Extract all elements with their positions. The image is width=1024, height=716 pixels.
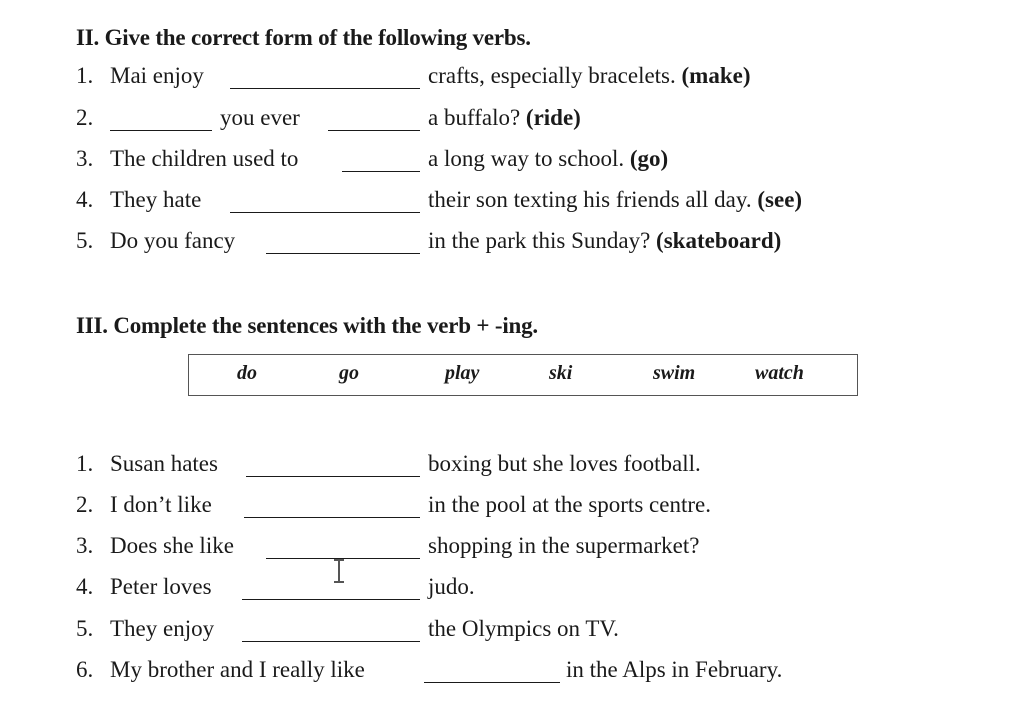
answer-blank[interactable] [328,130,420,131]
item-number: 4. [76,574,94,599]
sentence-end: a long way to school. (go) [428,146,669,171]
sentence-end: boxing but she loves football. [428,451,701,476]
answer-blank[interactable] [424,682,560,683]
word-bank [188,354,858,396]
item-number: 4. [76,187,94,212]
sentence-start: Peter loves [110,574,212,599]
verb-hint: (ride) [525,105,581,130]
answer-blank[interactable] [266,253,420,254]
sentence-end: in the pool at the sports centre. [428,492,711,517]
answer-blank[interactable] [246,476,420,477]
word-bank-item: watch [755,362,804,384]
answer-blank[interactable] [242,641,420,642]
item-number: 1. [76,451,94,476]
verb-hint: (skateboard) [656,228,782,253]
sentence-start: The children used to [110,146,299,171]
sentence-start: They enjoy [110,616,215,641]
item-number: 5. [76,616,94,641]
verb-hint: (make) [681,63,751,88]
sentence-start: I don’t like [110,492,212,517]
item-number: 5. [76,228,94,253]
sentence-middle: you ever [220,105,300,130]
item-number: 3. [76,533,94,558]
sentence-end: shopping in the supermarket? [428,533,700,558]
sentence-end: their son texting his friends all day. (see) [428,187,803,212]
item-number: 2. [76,492,94,517]
sentence-start: Susan hates [110,451,218,476]
word-bank-item: play [445,362,480,384]
sentence-start: Does she like [110,533,234,558]
word-bank-item: ski [549,362,573,384]
item-number: 3. [76,146,94,171]
sentence-start: They hate [110,187,202,212]
section-2-title: II. Give the correct form of the following verbs. [76,25,531,50]
sentence-end: crafts, especially bracelets. (make) [428,63,751,88]
verb-hint: (see) [757,187,803,212]
item-number: 2. [76,105,94,130]
text-cursor-icon [332,558,346,584]
word-bank-item: swim [653,362,696,384]
answer-blank[interactable] [230,88,420,89]
sentence-end: judo. [428,574,475,599]
sentence-end: the Olympics on TV. [428,616,619,641]
answer-blank[interactable] [110,130,212,131]
sentence-end: in the park this Sunday? (skateboard) [428,228,782,253]
answer-blank[interactable] [244,517,420,518]
item-number: 1. [76,63,94,88]
section-3-title: III. Complete the sentences with the verb + -ing. [76,313,538,338]
sentence-end: in the Alps in February. [566,657,783,682]
sentence-end: a buffalo? (ride) [428,105,581,130]
item-number: 6. [76,657,94,682]
answer-blank[interactable] [230,212,420,213]
word-bank-item: do [237,362,257,384]
sentence-start: Mai enjoy [110,63,204,88]
word-bank-item: go [339,362,359,384]
sentence-start: My brother and I really like [110,657,365,682]
answer-blank[interactable] [342,171,420,172]
answer-blank[interactable] [242,599,420,600]
verb-hint: (go) [629,146,669,171]
sentence-start: Do you fancy [110,228,236,253]
